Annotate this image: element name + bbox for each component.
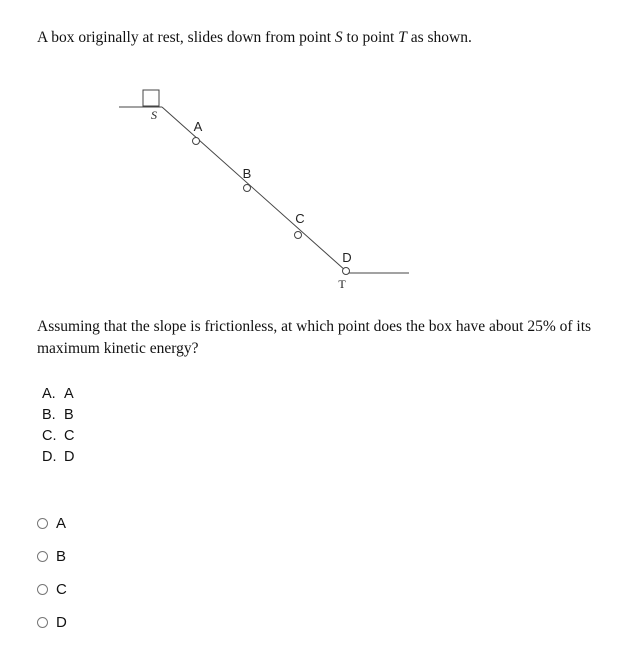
radio-button[interactable] [37, 551, 48, 562]
question-end: as shown. [406, 29, 472, 46]
radio-button[interactable] [37, 518, 48, 529]
choice-text: D [64, 449, 75, 465]
question-mid: to point [342, 29, 399, 46]
label-t: T [338, 277, 346, 291]
choice-letter: D. [42, 449, 57, 465]
answer-label: A [56, 514, 67, 532]
answer-option-a[interactable] [37, 512, 67, 534]
point-b-marker [244, 185, 251, 192]
label-b: B [242, 166, 252, 181]
radio-button[interactable] [37, 584, 48, 595]
point-t-ref: T [398, 29, 407, 46]
choice-item [42, 426, 74, 447]
point-a-marker [193, 138, 200, 145]
choice-text: B [64, 407, 74, 423]
choice-item [42, 405, 74, 426]
choice-letter: B. [42, 407, 56, 423]
answer-label: B [56, 547, 67, 565]
question-prompt: Assuming that the slope is frictionless, at which point does the box have about 25% of its maximum kinetic energy? [37, 318, 592, 357]
choice-letter: A. [42, 386, 56, 402]
radio-button[interactable] [37, 617, 48, 628]
question-intro: A box originally at rest, slides down from point [37, 29, 335, 46]
slope-line [162, 107, 346, 271]
answer-option-c[interactable] [37, 578, 67, 600]
choice-item [42, 384, 74, 405]
point-s-ref: S [334, 29, 343, 46]
label-a: A [193, 119, 203, 134]
choice-text: A [64, 386, 74, 402]
slope-diagram [0, 0, 638, 310]
choice-item [42, 447, 74, 468]
label-s: S [151, 108, 157, 122]
box [143, 90, 159, 106]
label-d: D [342, 250, 352, 265]
answer-option-d[interactable] [37, 611, 67, 633]
point-d-marker [343, 268, 350, 275]
answer-option-b[interactable] [37, 545, 67, 567]
point-c-marker [295, 232, 302, 239]
choice-letter: C. [42, 428, 57, 444]
answer-label: D [56, 613, 67, 631]
answer-options [37, 512, 67, 644]
answer-label: C [56, 580, 67, 598]
label-c: C [295, 211, 305, 226]
choice-list [42, 384, 74, 468]
choice-text: C [64, 428, 75, 444]
